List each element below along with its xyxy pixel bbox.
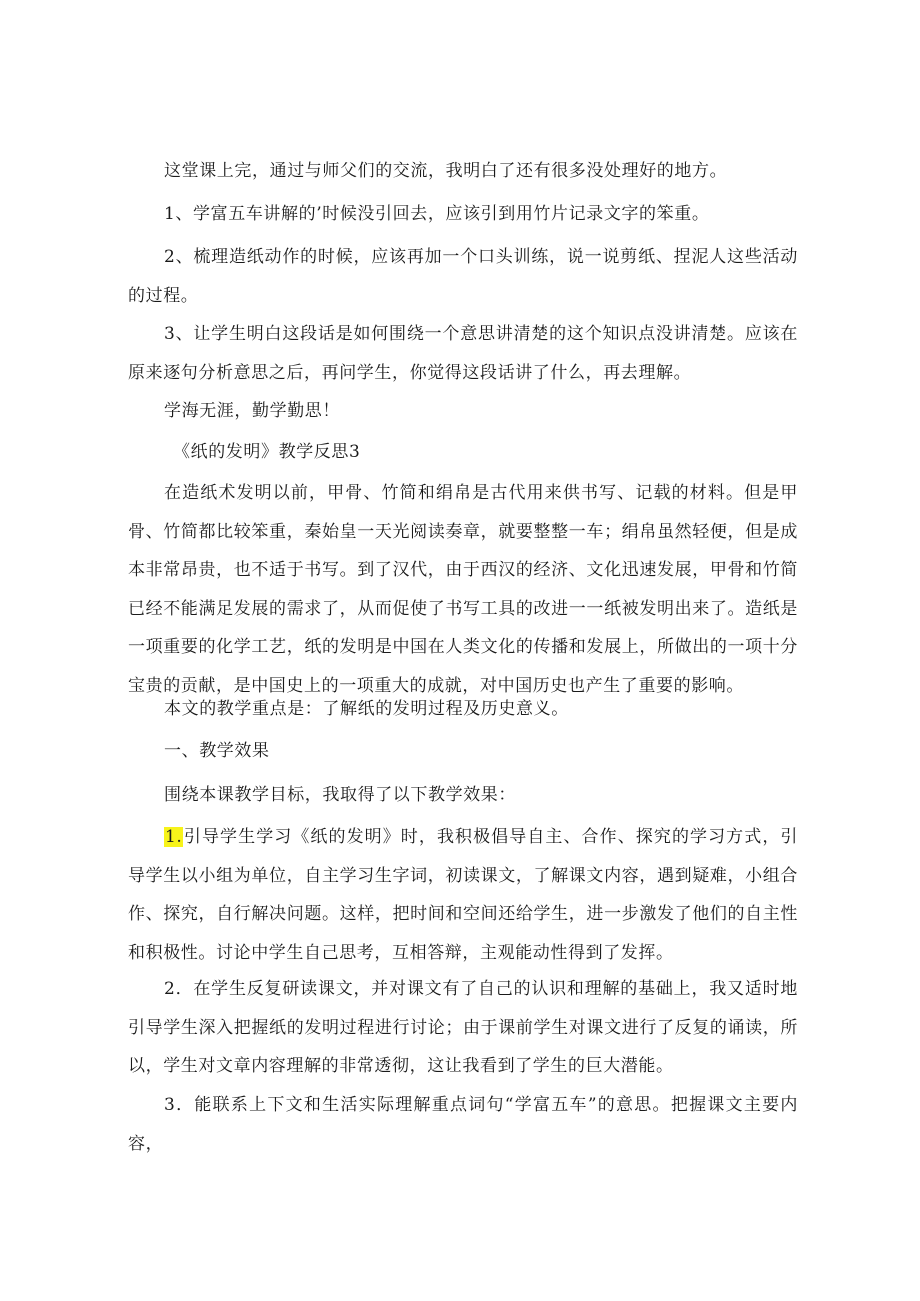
paragraph-background: 在造纸术发明以前，甲骨、竹简和绢帛是古代用来供书写、记载的材料。但是甲骨、竹简都比较笨重，秦始皇一天光阅读奏章，就要整整一车；绢帛虽然轻便，但是成本非常昂贵，也不适于书写。到了汉代，由于西汉的经济、文化迅速发展，甲骨和竹简已经不能满足发展的需求了，从而促使了书写工具的改进一一纸被发明出来了。造纸是一项重要的化学工艺，纸的发明是中国在人类文化的传播和发展上，所做出的一项十分宝贵的贡献，是中国史上的一项重大的成就，对中国历史也产生了重要的影响。 (128, 483, 798, 696)
paragraph-effect-2: 2．在学生反复研读课文，并对课文有了自己的认识和理解的基础上，我又适时地引导学生深入把握纸的发明过程进行讨论；由于课前学生对课文进行了反复的诵读，所以，学生对文章内容理解的非常透彻，这让我看到了学生的巨大潜能。 (128, 979, 798, 1076)
highlighted-list-number: 1. (165, 827, 183, 847)
paragraph-point-2: 2、梳理造纸动作的时候，应该再加一个口头训练，说一说剪纸、捏泥人这些活动的过程。 (128, 247, 798, 306)
paragraph-effect-1 (128, 818, 798, 972)
heading-teaching-effect: 一、教学效果 (164, 741, 270, 761)
paragraph-reflection-intro: 这堂课上完，通过与师父们的交流，我明白了还有很多没处理好的地方。 (164, 161, 728, 181)
section-title: 《纸的发明》教学反思3 (173, 442, 361, 462)
paragraph-effect-intro: 围绕本课教学目标，我取得了以下教学效果： (164, 785, 516, 805)
paragraph-teaching-focus: 本文的教学重点是：了解纸的发明过程及历史意义。 (164, 699, 569, 719)
paragraph-motto: 学海无涯，勤学勤思！ (164, 401, 340, 421)
paragraph-point-3: 3、让学生明白这段话是如何围绕一个意思讲清楚的这个知识点没讲清楚。应该在原来逐句分析意思之后，再问学生，你觉得这段话讲了什么，再去理解。 (128, 324, 798, 383)
paragraph-effect-1-text: 引导学生学习《纸的发明》时，我积极倡导自主、合作、探究的学习方式，引导学生以小组为单位，自主学习生字词，初读课文，了解课文内容，遇到疑难，小组合作、探究，自行解决问题。这样，把时间和空间还给学生，进一步激发了他们的自主性和积极性。讨论中学生自己思考，互相答辩，主观能动性得到了发挥。 (128, 827, 798, 963)
paragraph-point-1: 1、学富五车讲解的’时候没引回去，应该引到用竹片记录文字的笨重。 (164, 204, 710, 224)
paragraph-effect-3: 3．能联系上下文和生活实际理解重点词句“学富五车”的意思。把握课文主要内容， (128, 1095, 798, 1154)
